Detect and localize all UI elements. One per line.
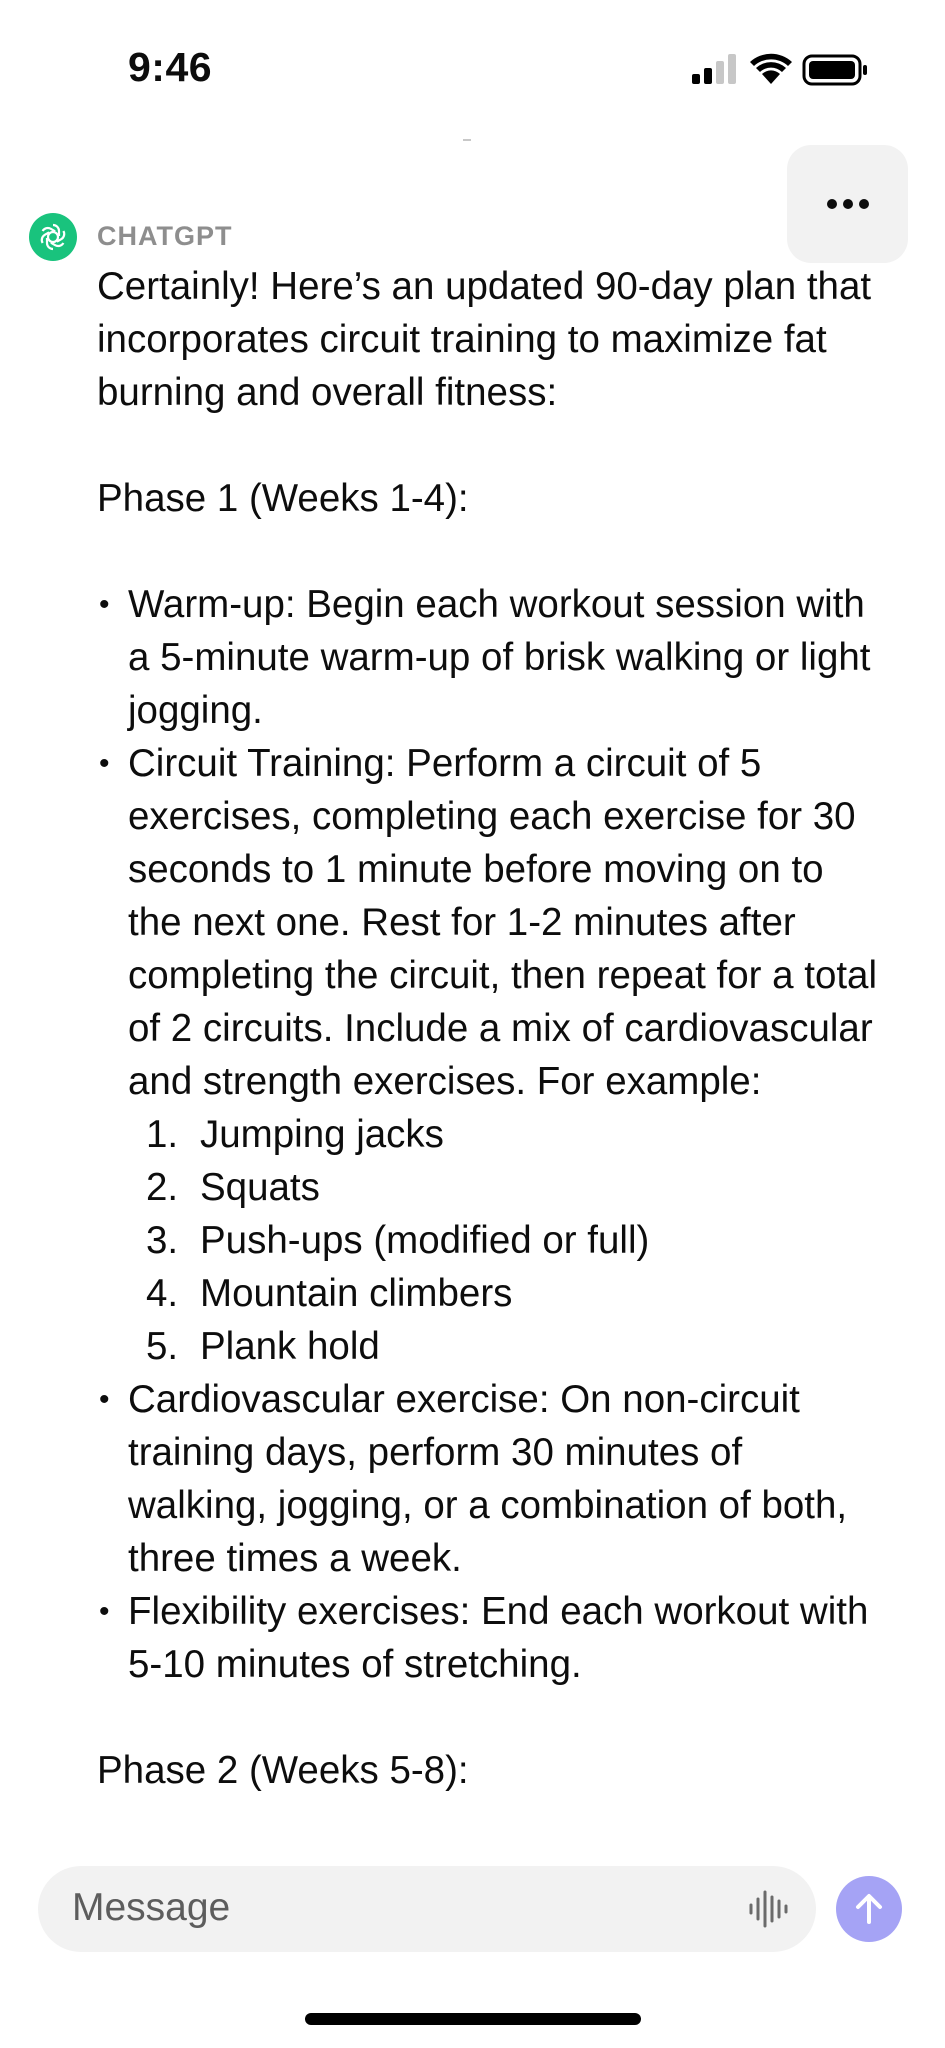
home-indicator[interactable]: [305, 2013, 641, 2025]
message-placeholder: Message: [72, 1886, 231, 1929]
exercise-item: [146, 1214, 887, 1267]
status-bar: [0, 0, 945, 110]
bullet-text: Circuit Training: Perform a circuit of 5 exercises, completing each exercise for 30 seconds to 1 minute before moving on to the next one. Rest for 1-2 minutes after completing the circuit, then repeat for a total of 2 circuits. Include a mix of cardiovascular and strength exercises. For example:: [128, 742, 878, 1103]
bullet-mark: •: [99, 1383, 110, 1416]
more-horizontal-icon: [826, 198, 870, 210]
exercise-text: Push-ups (modified or full): [200, 1219, 650, 1262]
status-icons: [678, 52, 878, 88]
exercise-number: 4.: [146, 1272, 179, 1315]
bullet-mark: •: [99, 1595, 110, 1628]
list-item: [97, 578, 887, 737]
sender-label: CHATGPT: [97, 221, 233, 251]
phase2-title: Phase 2 (Weeks 5-8):: [97, 1749, 469, 1792]
voice-waveform-icon[interactable]: [748, 1888, 790, 1935]
exercise-item: [146, 1267, 887, 1320]
message-input[interactable]: [38, 1866, 816, 1952]
phase1-title: Phase 1 (Weeks 1-4):: [97, 477, 469, 520]
exercise-text: Plank hold: [200, 1325, 380, 1368]
status-time: 9:46: [128, 44, 213, 90]
exercise-number: 3.: [146, 1219, 179, 1262]
list-item: [97, 1585, 887, 1691]
bullet-mark: •: [99, 747, 110, 780]
openai-logo-icon: [37, 221, 69, 253]
exercise-item: [146, 1320, 887, 1373]
message-content: [97, 260, 887, 1797]
wifi-icon: [750, 54, 792, 84]
exercise-number: 5.: [146, 1325, 179, 1368]
battery-icon: [804, 56, 867, 84]
scroll-indicator: [463, 139, 471, 141]
exercise-text: Jumping jacks: [200, 1113, 444, 1156]
exercise-list: [128, 1108, 887, 1373]
list-item: [97, 1373, 887, 1585]
bullet-text: Cardiovascular exercise: On non-circuit training days, perform 30 minutes of walking, jogging, or a combination of both, three times a week.: [128, 1378, 848, 1580]
send-button[interactable]: [836, 1876, 902, 1942]
exercise-text: Mountain climbers: [200, 1272, 513, 1315]
exercise-number: 2.: [146, 1166, 179, 1209]
list-item: [97, 737, 887, 1373]
exercise-number: 1.: [146, 1113, 179, 1156]
exercise-item: [146, 1161, 887, 1214]
more-options-button[interactable]: [787, 145, 908, 263]
exercise-text: Squats: [200, 1166, 320, 1209]
phase1-list: [97, 578, 887, 1691]
bullet-mark: •: [99, 588, 110, 621]
intro-text: Certainly! Here’s an updated 90-day plan that incorporates circuit training to maximize fat burning and overall fitness:: [97, 265, 872, 414]
bullet-text: Flexibility exercises: End each workout with 5-10 minutes of stretching.: [128, 1590, 869, 1686]
exercise-item: [146, 1108, 887, 1161]
bullet-text: Warm-up: Begin each workout session with a 5-minute warm-up of brisk walking or light jogging.: [128, 583, 871, 732]
chatgpt-avatar: [29, 213, 77, 261]
cellular-signal-icon: [692, 54, 736, 84]
arrow-up-icon: [852, 1892, 886, 1926]
